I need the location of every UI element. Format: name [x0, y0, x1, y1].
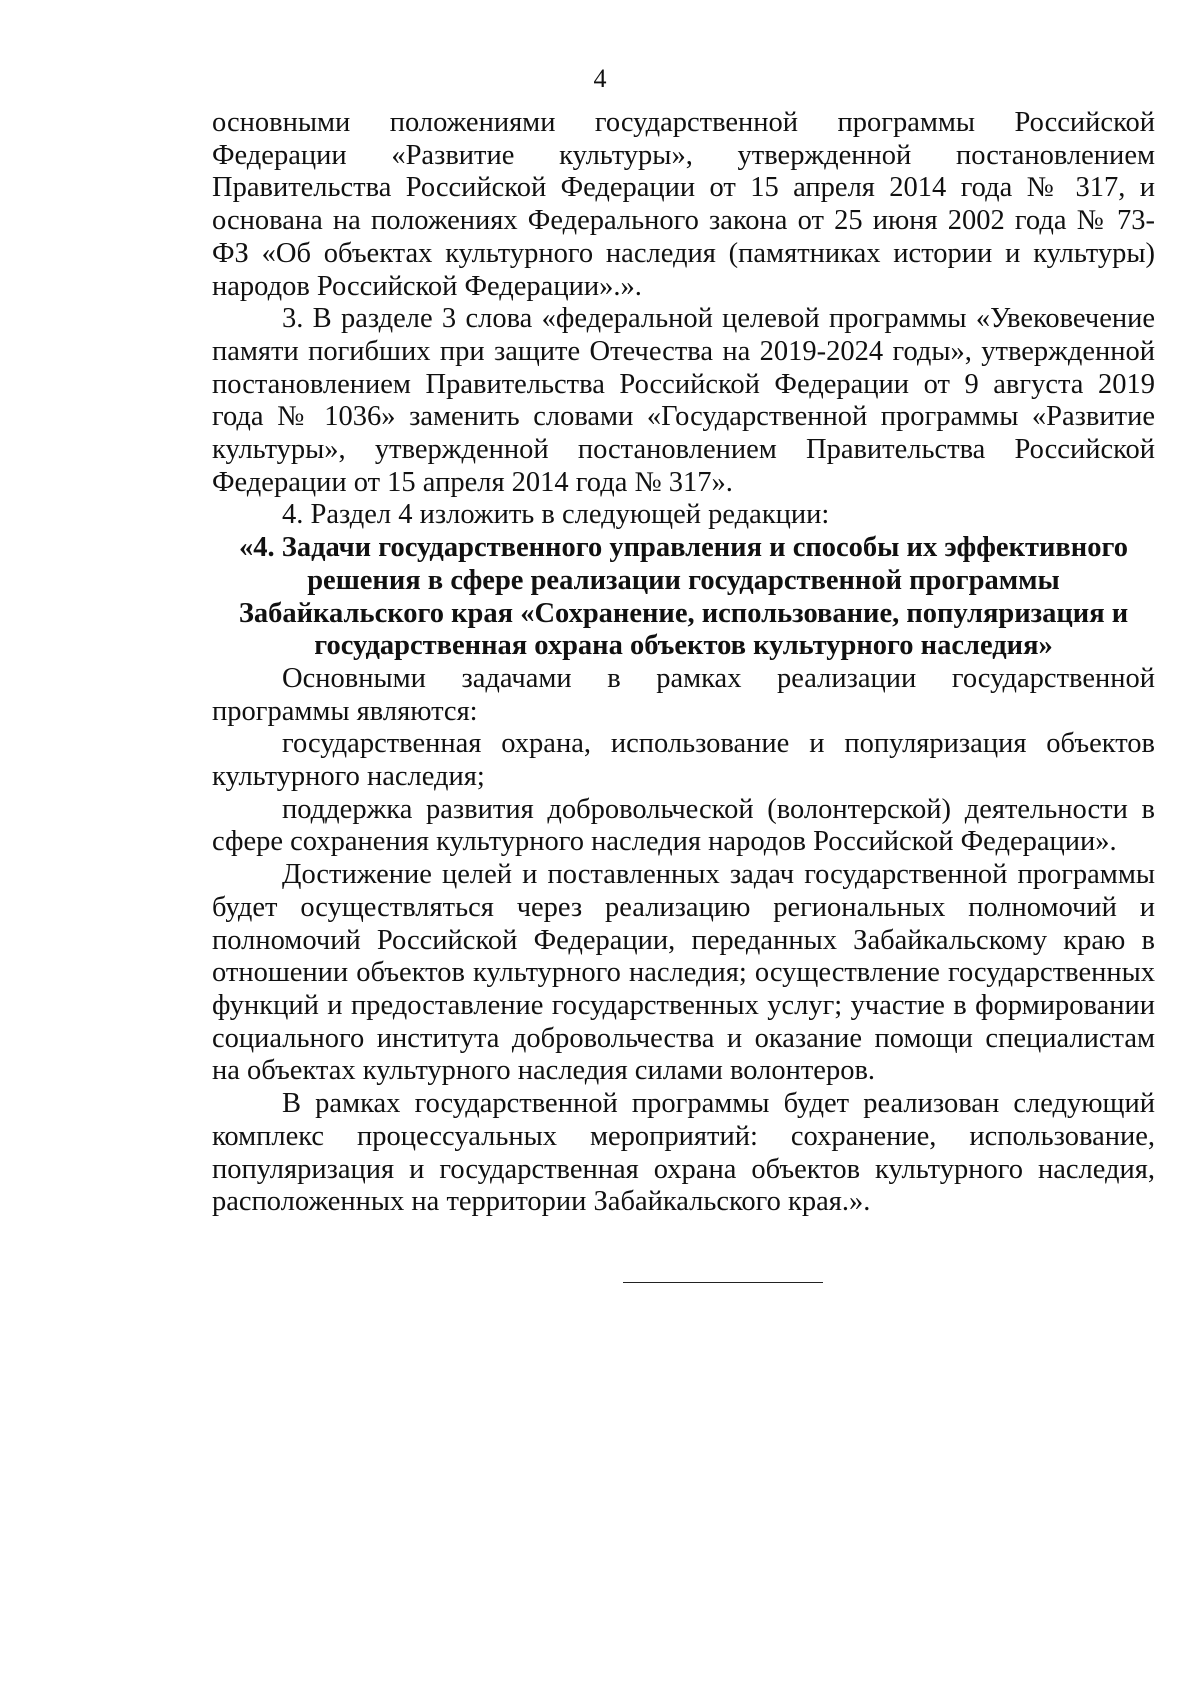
end-separator-line	[623, 1282, 823, 1283]
paragraph-goals: Достижение целей и поставленных задач государственной программы будет осуществляться через реализацию региональных полномочий и полномочий Российской Федерации, переданных Забайкальскому краю в отношении объектов культурного наследия; осуществление государственных функций и предоставление государственных услуг; участие в формировании социального института добровольчества и оказание помощи специалистам на объектах культурного наследия силами волонтеров.	[212, 859, 1155, 1087]
section-heading: «4. Задачи государственного управления и способы их эффективного решения в сфере реализации государственной программы Забайкальского края «Сохранение, использование, популяризация и государственная охрана объектов культурного наследия»	[238, 532, 1129, 662]
document-body	[212, 107, 1155, 1219]
paragraph-item-4: 4. Раздел 4 изложить в следующей редакции:	[282, 499, 830, 531]
paragraph-continuation: основными положениями государственной программы Российской Федерации «Развитие культуры», утвержденной постановлением Правительства Российской Федерации от 15 апреля 2014 года № 317, и основана на положениях Федерального закона от 25 июня 2002 года № 73-ФЗ «Об объектах культурного наследия (памятниках истории и культуры) народов Российской Федерации».».	[212, 107, 1155, 302]
paragraph-task-1: государственная охрана, использование и популяризация объектов культурного наследия;	[212, 728, 1155, 793]
paragraph-task-2: поддержка развития добровольческой (волонтерской) деятельности в сфере сохранения культурного наследия народов Российской Федерации».	[212, 793, 1155, 858]
paragraph-tasks-intro: Основными задачами в рамках реализации государственной программы являются:	[212, 662, 1155, 727]
paragraph-item-3: 3. В разделе 3 слова «федеральной целевой программы «Увековечение памяти погибших при защите Отечества на 2019-2024 годы», утвержденной постановлением Правительства Российской Федерации от 9 августа 2019 года № 1036» заменить словами «Государственной программы «Развитие культуры», утвержденной постановлением Правительства Российской Федерации от 15 апреля 2014 года № 317».	[212, 303, 1155, 498]
paragraph-measures: В рамках государственной программы будет реализован следующий комплекс процессуальных мероприятий: сохранение, использование, популяризация и государственная охрана объектов культурного наследия, расположенных на территории Забайкальского края.».	[212, 1088, 1155, 1218]
page-number: 4	[593, 64, 607, 93]
